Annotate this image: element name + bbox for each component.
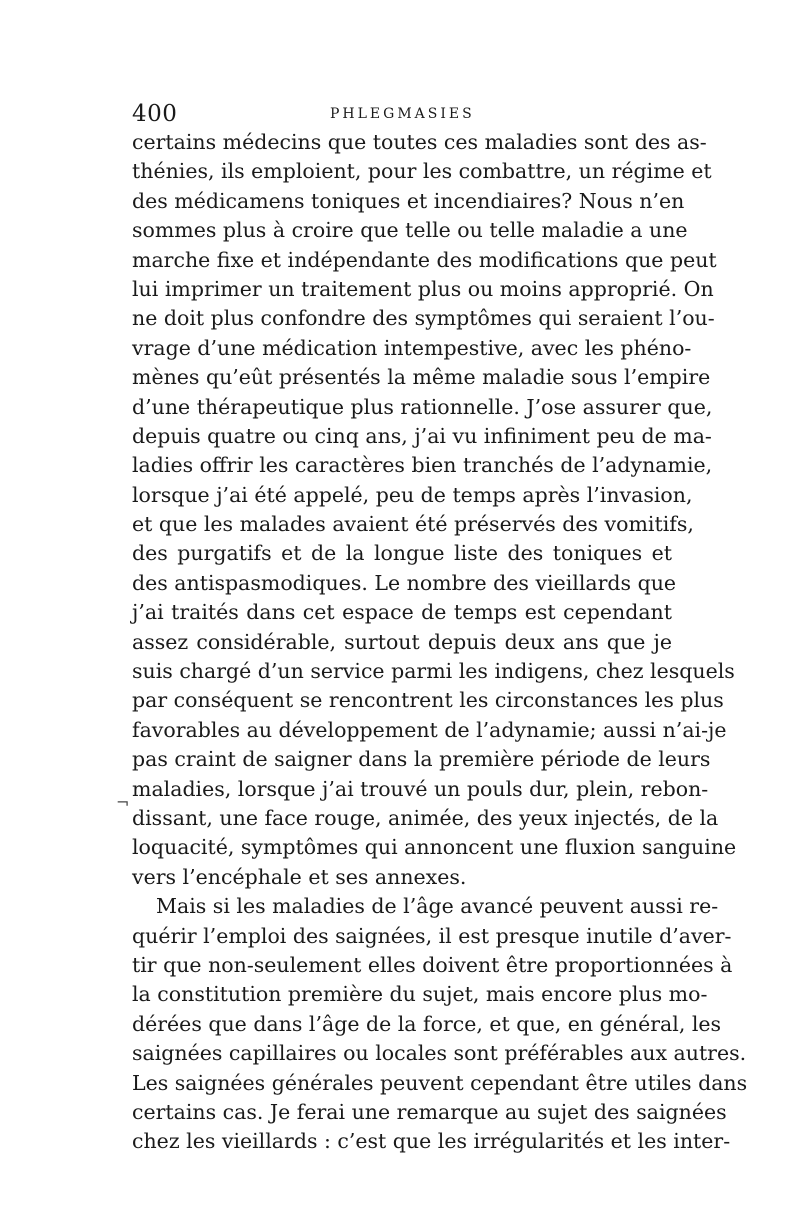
text-line: ne doit plus confondre des symptômes qui seraient l’ou- <box>132 306 715 331</box>
text-line: saignées capillaires ou locales sont préférables aux autres. <box>132 1041 747 1066</box>
text-line: et que les malades avaient été préservés des vomitifs, <box>132 512 694 537</box>
running-title: PHLEGMASIES <box>330 106 475 122</box>
text-line: dissant, une face rouge, animée, des yeux injectés, de la <box>132 805 719 830</box>
text-line: des médicamens toniques et incendiaires? Nous n’en <box>132 188 685 213</box>
page-body <box>132 128 748 1157</box>
text-line: chez les vieillards : c’est que les irrégularités et les inter- <box>132 1129 731 1154</box>
text-line: suis chargé d’un service parmi les indigens, chez lesquels <box>132 659 735 684</box>
text-line: sommes plus à croire que telle ou telle maladie a une <box>132 218 688 243</box>
text-line: assez considérable, surtout depuis deux ans que je <box>132 629 672 654</box>
text-line: par conséquent se rencontrent les circonstances les plus <box>132 688 724 713</box>
text-line: loquacité, symptômes qui annoncent une fluxion sanguine <box>132 835 737 860</box>
text-line: dérées que dans l’âge de la force, et que, en général, les <box>132 1011 722 1036</box>
text-line: certains cas. Je ferai une remarque au sujet des saignées <box>132 1099 727 1124</box>
text-line: d’une thérapeutique plus rationnelle. J’ose assurer que, <box>132 394 713 419</box>
text-line: mènes qu’eût présentés la même maladie sous l’empire <box>132 365 711 390</box>
text-line: lui imprimer un traitement plus ou moins approprié. On <box>132 276 714 301</box>
text-line: tir que non-seulement elles doivent être proportionnées à <box>132 952 733 977</box>
text-line: pas craint de saigner dans la première période de leurs <box>132 747 711 772</box>
text-line: j’ai traités dans cet espace de temps est cependant <box>132 600 672 625</box>
text-line: quérir l’emploi des saignées, il est presque inutile d’aver- <box>132 923 732 948</box>
text-line: Les saignées générales peuvent cependant être utiles dans <box>132 1070 748 1095</box>
text-line: depuis quatre ou cinq ans, j’ai vu infiniment peu de ma- <box>132 423 712 448</box>
text-line: maladies, lorsque j’ai trouvé un pouls dur, plein, rebon- <box>132 776 709 801</box>
text-line: ladies offrir les caractères bien tranchés de l’adynamie, <box>132 453 713 478</box>
text-line: la constitution première du sujet, mais encore plus mo- <box>132 982 708 1007</box>
text-line: vrage d’une médication intempestive, avec les phéno- <box>132 335 692 360</box>
text-line: favorables au développement de l’adynamie; aussi n’ai-je <box>132 717 727 742</box>
text-line: vers l’encéphale et ses annexes. <box>132 864 467 889</box>
margin-mark: ¬ <box>116 793 130 812</box>
text-line: des purgatifs et de la longue liste des toniques et <box>132 541 672 566</box>
page-number: 400 <box>132 101 178 127</box>
text-line: thénies, ils emploient, pour les combattre, un régime et <box>132 159 712 184</box>
page-header <box>132 101 670 127</box>
text-line: marche fixe et indépendante des modifications que peut <box>132 247 717 272</box>
text-line: Mais si les maladies de l’âge avancé peuvent aussi re- <box>156 894 719 919</box>
text-line: des antispasmodiques. Le nombre des vieillards que <box>132 570 677 595</box>
text-line: lorsque j’ai été appelé, peu de temps après l’invasion, <box>132 482 693 507</box>
text-line: certains médecins que toutes ces maladies sont des as- <box>132 130 707 154</box>
